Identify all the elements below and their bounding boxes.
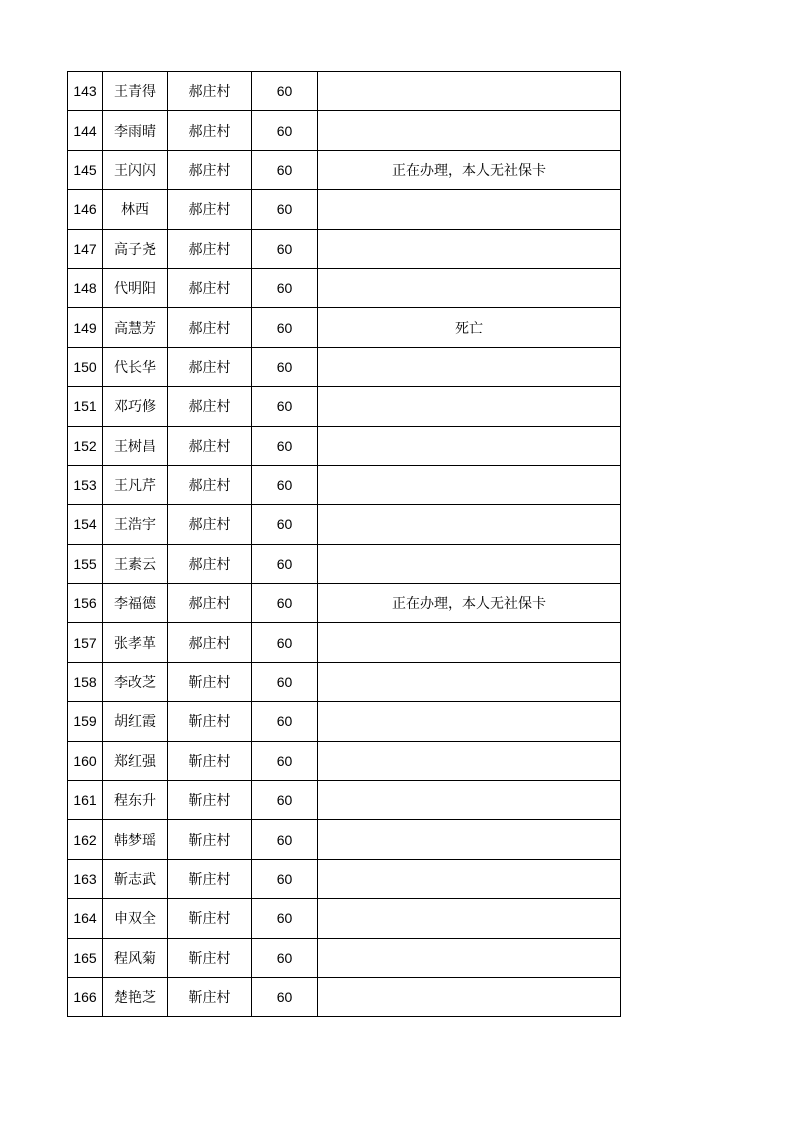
row-number: 144 (68, 111, 103, 150)
amount-value: 60 (252, 662, 318, 701)
table-row (68, 229, 621, 268)
remark (318, 702, 621, 741)
village-name: 郝庄村 (168, 111, 252, 150)
remark (318, 190, 621, 229)
amount-value: 60 (252, 702, 318, 741)
person-name: 李改芝 (103, 662, 168, 701)
amount-value: 60 (252, 150, 318, 189)
person-name: 邓巧修 (103, 387, 168, 426)
village-name: 靳庄村 (168, 938, 252, 977)
row-number: 150 (68, 347, 103, 386)
remark (318, 347, 621, 386)
amount-value: 60 (252, 229, 318, 268)
village-name: 郝庄村 (168, 347, 252, 386)
row-number: 149 (68, 308, 103, 347)
village-name: 郝庄村 (168, 229, 252, 268)
table-row (68, 741, 621, 780)
person-name: 胡红霞 (103, 702, 168, 741)
village-name: 郝庄村 (168, 387, 252, 426)
village-name: 郝庄村 (168, 308, 252, 347)
person-name: 韩梦瑶 (103, 820, 168, 859)
amount-value: 60 (252, 268, 318, 307)
row-number: 157 (68, 623, 103, 662)
table-row (68, 347, 621, 386)
person-name: 王青得 (103, 72, 168, 111)
table-row (68, 544, 621, 583)
person-name: 高慧芳 (103, 308, 168, 347)
table-row (68, 623, 621, 662)
village-name: 郝庄村 (168, 544, 252, 583)
row-number: 148 (68, 268, 103, 307)
table-row (68, 387, 621, 426)
table-row (68, 111, 621, 150)
person-name: 程东升 (103, 781, 168, 820)
remark (318, 938, 621, 977)
remark (318, 781, 621, 820)
remark (318, 387, 621, 426)
table-row (68, 662, 621, 701)
person-name: 李福德 (103, 584, 168, 623)
person-name: 程风菊 (103, 938, 168, 977)
row-number: 159 (68, 702, 103, 741)
person-name: 代明阳 (103, 268, 168, 307)
remark (318, 741, 621, 780)
person-name: 申双全 (103, 899, 168, 938)
table-row (68, 308, 621, 347)
amount-value: 60 (252, 859, 318, 898)
table-row (68, 899, 621, 938)
village-name: 靳庄村 (168, 702, 252, 741)
village-name: 郝庄村 (168, 426, 252, 465)
remark (318, 72, 621, 111)
table-row (68, 702, 621, 741)
amount-value: 60 (252, 938, 318, 977)
amount-value: 60 (252, 977, 318, 1016)
amount-value: 60 (252, 899, 318, 938)
village-name: 郝庄村 (168, 72, 252, 111)
remark (318, 859, 621, 898)
table-row (68, 426, 621, 465)
village-name: 郝庄村 (168, 584, 252, 623)
amount-value: 60 (252, 190, 318, 229)
remark (318, 662, 621, 701)
amount-value: 60 (252, 426, 318, 465)
roster-body (68, 72, 621, 1017)
amount-value: 60 (252, 347, 318, 386)
row-number: 155 (68, 544, 103, 583)
village-name: 郝庄村 (168, 623, 252, 662)
person-name: 王闪闪 (103, 150, 168, 189)
row-number: 146 (68, 190, 103, 229)
remark (318, 623, 621, 662)
row-number: 163 (68, 859, 103, 898)
amount-value: 60 (252, 584, 318, 623)
roster-table (67, 71, 621, 1017)
amount-value: 60 (252, 111, 318, 150)
person-name: 靳志武 (103, 859, 168, 898)
amount-value: 60 (252, 72, 318, 111)
remark (318, 111, 621, 150)
table-row (68, 820, 621, 859)
row-number: 160 (68, 741, 103, 780)
remark (318, 977, 621, 1016)
person-name: 李雨晴 (103, 111, 168, 150)
village-name: 郝庄村 (168, 465, 252, 504)
row-number: 145 (68, 150, 103, 189)
remark (318, 505, 621, 544)
village-name: 靳庄村 (168, 781, 252, 820)
person-name: 张孝革 (103, 623, 168, 662)
person-name: 王浩宇 (103, 505, 168, 544)
village-name: 靳庄村 (168, 662, 252, 701)
remark (318, 544, 621, 583)
row-number: 153 (68, 465, 103, 504)
row-number: 166 (68, 977, 103, 1016)
person-name: 林西 (103, 190, 168, 229)
row-number: 164 (68, 899, 103, 938)
person-name: 王树昌 (103, 426, 168, 465)
village-name: 郝庄村 (168, 190, 252, 229)
table-row (68, 938, 621, 977)
village-name: 靳庄村 (168, 977, 252, 1016)
amount-value: 60 (252, 544, 318, 583)
row-number: 162 (68, 820, 103, 859)
row-number: 165 (68, 938, 103, 977)
village-name: 靳庄村 (168, 899, 252, 938)
remark (318, 820, 621, 859)
table-row (68, 150, 621, 189)
table-row (68, 781, 621, 820)
amount-value: 60 (252, 623, 318, 662)
amount-value: 60 (252, 505, 318, 544)
row-number: 143 (68, 72, 103, 111)
table-row (68, 505, 621, 544)
person-name: 王凡芹 (103, 465, 168, 504)
person-name: 楚艳芝 (103, 977, 168, 1016)
row-number: 152 (68, 426, 103, 465)
remark (318, 465, 621, 504)
amount-value: 60 (252, 308, 318, 347)
table-row (68, 859, 621, 898)
amount-value: 60 (252, 387, 318, 426)
row-number: 147 (68, 229, 103, 268)
person-name: 代长华 (103, 347, 168, 386)
row-number: 158 (68, 662, 103, 701)
amount-value: 60 (252, 820, 318, 859)
remark: 正在办理，本人无社保卡 (318, 150, 621, 189)
village-name: 靳庄村 (168, 820, 252, 859)
row-number: 161 (68, 781, 103, 820)
row-number: 154 (68, 505, 103, 544)
person-name: 王素云 (103, 544, 168, 583)
table-row (68, 465, 621, 504)
table-row (68, 268, 621, 307)
amount-value: 60 (252, 741, 318, 780)
row-number: 156 (68, 584, 103, 623)
village-name: 靳庄村 (168, 741, 252, 780)
table-row (68, 977, 621, 1016)
row-number: 151 (68, 387, 103, 426)
remark (318, 899, 621, 938)
table-row (68, 584, 621, 623)
amount-value: 60 (252, 781, 318, 820)
remark (318, 268, 621, 307)
remark (318, 426, 621, 465)
village-name: 郝庄村 (168, 505, 252, 544)
village-name: 靳庄村 (168, 859, 252, 898)
remark: 死亡 (318, 308, 621, 347)
village-name: 郝庄村 (168, 150, 252, 189)
table-row (68, 190, 621, 229)
remark: 正在办理，本人无社保卡 (318, 584, 621, 623)
table-row (68, 72, 621, 111)
person-name: 郑红强 (103, 741, 168, 780)
remark (318, 229, 621, 268)
amount-value: 60 (252, 465, 318, 504)
person-name: 高子尧 (103, 229, 168, 268)
village-name: 郝庄村 (168, 268, 252, 307)
